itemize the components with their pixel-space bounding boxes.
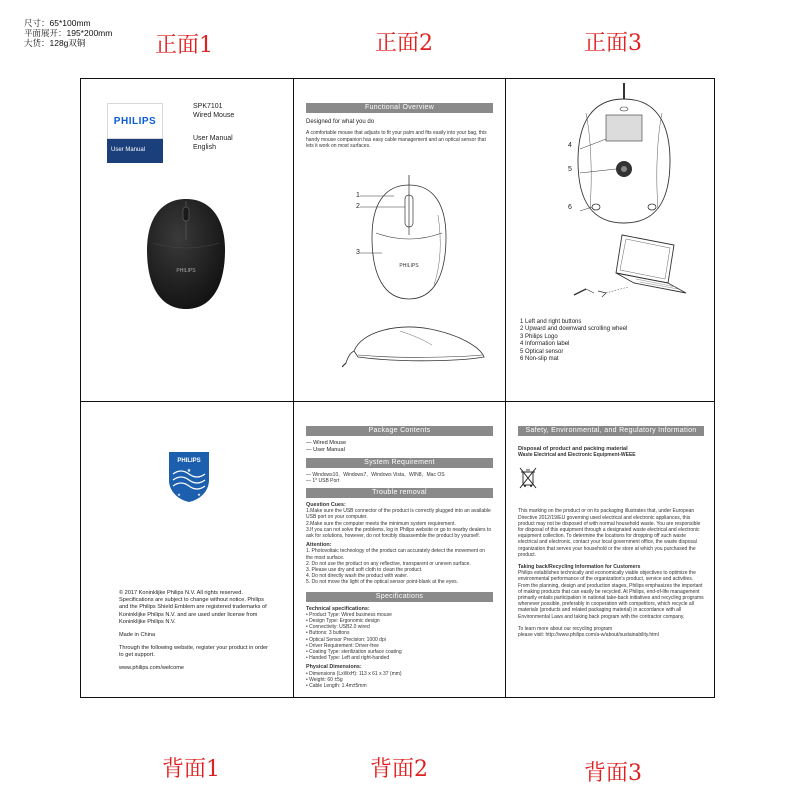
attention-title: Attention: (306, 542, 332, 549)
learn-more-text: To learn more about our recycling program (518, 625, 613, 632)
tech-spec-item: • Coating Type: sterilization surface coating (306, 649, 402, 656)
overview-callout-2: 2 (356, 203, 360, 210)
recycle-title: Taking back/Recycling Information for Customers (518, 564, 641, 571)
question-item: 3.If you can not solve the problems, log in Philips website or go to nearby dealers to ask for solutions, however, do not forcibly disassemble the product by yourself. (306, 526, 492, 540)
panel-package-specs (294, 402, 505, 699)
legend-item-4: 4 Information label (520, 341, 570, 348)
specifications-header: Specifications (306, 592, 493, 602)
disposal-title: Disposal of product and packing material (518, 446, 628, 452)
package-item: — Wired Mouse (306, 440, 347, 446)
attention-item: 3. Please use dry and soft cloth to clean the product. (306, 567, 423, 574)
philips-website-link[interactable]: www.philips.com/welcome (119, 664, 184, 671)
copyright-text: © 2017 Koninklijke Philips N.V. All rights reserved. Specifications are subject to change without notice. Philips and the Philips Shield Emblem are registered trademarks of Koninklijke Philips N.V. and are used under license from Koninklijke Philips N.V. (119, 590, 267, 625)
overview-subtitle: Designed for what you do (306, 119, 375, 125)
svg-text:PHILIPS: PHILIPS (177, 458, 201, 464)
physical-dimensions-list (306, 671, 493, 690)
bottom-callout-6: 6 (568, 204, 572, 211)
attention-item: 5. Do not move the light of the optical sensor point-blank at the eyes. (306, 579, 459, 586)
badge-label: User Manual (111, 147, 146, 153)
panel-functional-overview (294, 79, 505, 401)
manual-sheet (80, 78, 715, 698)
face-label-back3: 背面3 (584, 761, 642, 786)
model-number: SPK7101 (193, 103, 223, 110)
spec-note (24, 18, 112, 48)
legend-item-3: 3 Philips Logo (520, 333, 558, 340)
system-list (306, 472, 493, 484)
recycle-text: Philips establishes technically and economically viable objectives to optimize the environmental performance of the organization's product, service and activities. From the planning, design and production stages, Philips emphasizes the important of making products that can easily be recycled. At Philips, end-of-life management primarily entails participation in national take-back initiatives and recycling programs whenever possible, preferably in cooperation with competitors, which recycle all materials (products and related packaging material) in accordance with all Environmental Laws and taking back program with the contractor company. (518, 570, 704, 620)
manual-title: User Manual (193, 135, 233, 142)
svg-text:★: ★ (197, 492, 201, 497)
question-item: 1.Make sure the USB connector of the product is correctly plugged into an available USB port on your computer. (306, 508, 491, 521)
system-item: — Windows10、Windows7、Windows Vista、WIN8、Mac OS (306, 471, 445, 478)
functional-overview-header: Functional Overview (306, 103, 493, 113)
diagram-brand-mark: PHILIPS (399, 263, 419, 269)
legend-item-6: 6 Non-slip mat (520, 356, 559, 363)
package-list (306, 440, 493, 454)
face-label-back2: 背面2 (370, 757, 428, 782)
bottom-callout-5: 5 (568, 166, 572, 173)
product-name: Wired Mouse (193, 112, 235, 119)
tech-spec-item: • Driver Requirement: Driver-free (306, 642, 379, 649)
spec-paper: 大货：128g双铜 (24, 38, 86, 48)
dimension-item: • Weight: 60 ±5g (306, 676, 343, 683)
spec-unfold: 平面展开：195*200mm (24, 28, 113, 38)
tech-specs-title: Technical specifications: (306, 605, 370, 612)
system-requirement-header: System Requirement (306, 458, 493, 468)
safety-header: Safety, Environmental, and Regulatory Information (518, 426, 704, 436)
attention-item: 2. Do not use the product on any reflective, transparent or uneven surface. (306, 560, 471, 567)
spec-size: 尺寸：65*100mm (24, 18, 91, 28)
panel-back-cover (81, 402, 293, 699)
tech-spec-item: • Design Type: Ergonomic design (306, 618, 380, 625)
dimension-item: • Dimensions (LxWxH): 113 x 61 x 37 (mm) (306, 670, 402, 677)
face-label-front3: 正面3 (584, 31, 642, 56)
package-contents-header: Package Contents (306, 426, 493, 436)
tech-spec-item: • Connectivity: USB2.0 wired (306, 624, 370, 631)
physical-dimensions-title: Physical Dimensions: (306, 664, 362, 671)
tech-spec-item: • Handed Type: Left and right-handed (306, 655, 390, 662)
philips-badge (107, 103, 163, 163)
bottom-legend (520, 319, 627, 363)
attention-item: 4. Do not directly wash the product with water. (306, 573, 408, 580)
legend-item-1: 1 Left and right buttons (520, 319, 582, 325)
philips-wordmark: PHILIPS (113, 115, 157, 127)
dimension-item: • Cable Length: 1.4m±5mm (306, 683, 367, 690)
legend-item-5: 5 Optical sensor (520, 348, 564, 355)
overview-callout-3: 3 (356, 249, 360, 256)
weee-bin-icon (518, 466, 538, 490)
overview-description: A comfortable mouse that adjusts to fit your palm and fits easily into your bag, this handy mouse companion has easy cable management and an optical sensor that lets it work on most surfaces. (306, 130, 487, 149)
sustainability-link[interactable]: please visit: http://www.philips.com/a-w/about/sustainability.html (518, 632, 659, 639)
manual-language: English (193, 144, 216, 151)
trouble-removal-header: Trouble removal (306, 488, 493, 498)
questions-title: Question Cues: (306, 502, 346, 508)
mouse-top-diagram (354, 175, 464, 305)
face-label-front2: 正面2 (375, 31, 433, 56)
svg-text:★: ★ (186, 468, 192, 474)
package-item: — User Manual (306, 446, 345, 453)
weee-text: This marking on the product or on its packaging illustrates that, under European Directive 2012/19/EU governing used electrical and electronic appliances, this product may not be disposed of with normal household waste. You are responsible for disposal of this equipment through a designated waste electrical and electronic equipment collection. To determine the locations for dropping off such waste electrical and electronic, contact your local government office, the waste disposal organization that serves your household or the store at which you purchased the product. (518, 508, 701, 558)
overview-callout-1: 1 (356, 192, 360, 199)
philips-shield-logo (167, 450, 211, 504)
tech-spec-item: • Buttons: 3 buttons (306, 630, 350, 637)
attention-list (306, 548, 493, 585)
mouse-top-photo (141, 195, 231, 315)
face-label-front1: 正面1 (155, 33, 213, 58)
mouse-side-diagram (342, 317, 492, 369)
face-label-back1: 背面1 (162, 757, 220, 782)
svg-text:★: ★ (177, 492, 181, 497)
made-in-text: Made in China (119, 632, 156, 639)
questions-list (306, 508, 493, 539)
tech-spec-item: • Product Type: Wired business mouse (306, 611, 392, 618)
panel-bottom-view (506, 79, 716, 401)
question-item: 2.Make sure the computer meets the minimum system requirement. (306, 520, 456, 527)
tech-spec-item: • Optical Sensor Precision: 1000 dpi (306, 636, 386, 643)
register-text: Through the following website, register your product in order to get support. (119, 645, 268, 659)
tech-specs-list (306, 612, 493, 662)
weee-title: Waste Electrical and Electronic Equipment-WEEE (518, 452, 636, 459)
laptop-connection-diagram (564, 231, 694, 307)
panel-cover (81, 79, 293, 401)
legend-item-2: 2 Upward and downward scrolling wheel (520, 326, 628, 333)
bottom-callout-4: 4 (568, 142, 572, 149)
mouse-brand-mark: PHILIPS (176, 268, 196, 274)
attention-item: 1. Photovoltaic technology of the product can accurately detect the movement on the most surface. (306, 548, 485, 561)
panel-safety (506, 402, 716, 699)
system-item: — 1* USB Port (306, 477, 340, 484)
